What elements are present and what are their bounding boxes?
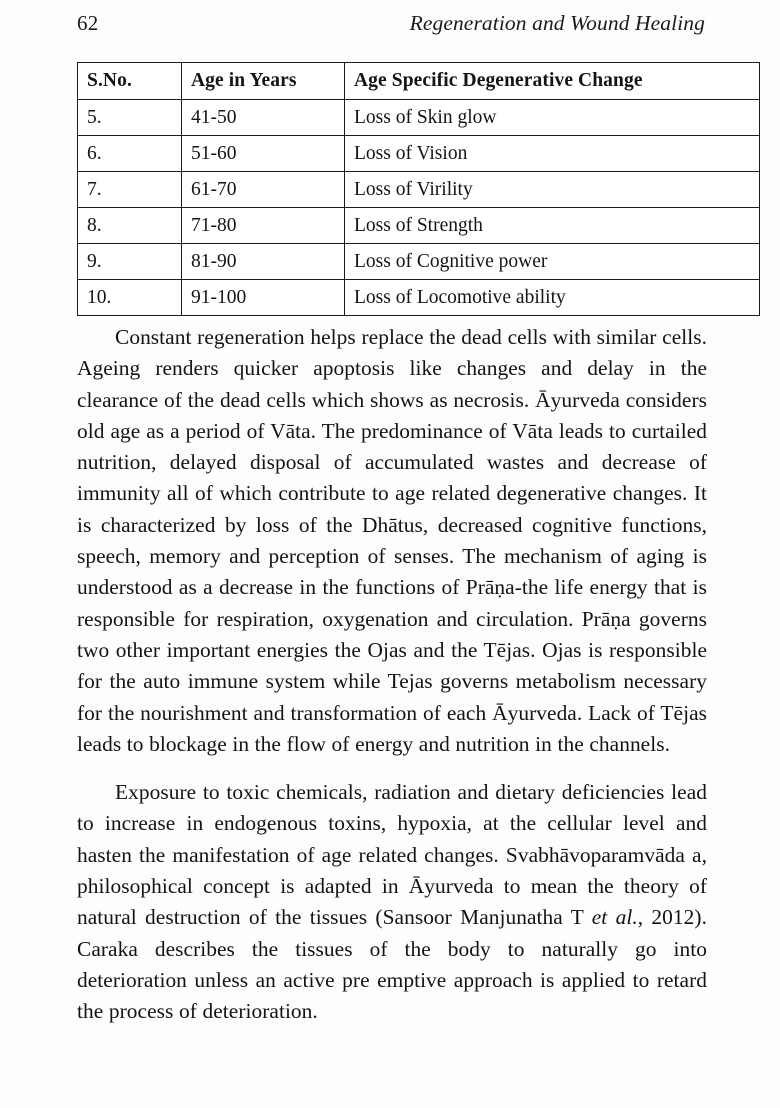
table-header-row	[78, 63, 760, 100]
cell-change: Loss of Cognitive power	[345, 244, 760, 280]
page-number: 62	[77, 11, 99, 35]
cell-age: 41-50	[182, 100, 345, 136]
running-head-title: Regeneration and Wound Healing	[409, 11, 705, 35]
body-text-column	[77, 322, 707, 1028]
cell-sno: 5.	[78, 100, 182, 136]
cell-change: Loss of Vision	[345, 136, 760, 172]
cell-change: Loss of Virility	[345, 172, 760, 208]
paragraph-regeneration-ageing: Constant regeneration helps replace the dead cells with similar cells. Ageing renders quicker apoptosis like changes and delay in the clearance of the dead cells which shows as necrosis. Āyurveda considers old age as a period of Vāta. The predominance of Vāta leads to curtailed nutrition, delayed disposal of accumulated wastes and decrease of immunity all of which contribute to age related degenerative changes. It is characterized by loss of the Dhātus, decreased cognitive functions, speech, memory and perception of senses. The mechanism of aging is understood as a decrease in the functions of Prāṇa-the life energy that is responsible for respiration, oxygenation and circulation. Prāṇa governs two other important energies the Ojas and the Tējas. Ojas is responsible for the auto immune system while Tejas governs metabolism necessary for the nourishment and transformation of each Āyurveda. Lack of Tējas leads to blockage in the flow of energy and nutrition in the channels.	[77, 325, 707, 756]
table-row	[78, 172, 760, 208]
table-row	[78, 280, 760, 316]
paragraph-text-part-1: Exposure to toxic chemicals, radiation and dietary deficiencies lead to increase in endogenous toxins, hypoxia, at the cellular level and hasten the manifestation of age related changes. Svabhāvoparamvāda a, philosophical concept is adapted in Āyurveda to mean the theory of natural destruction of the tissues (Sansoor Manjunatha T	[77, 780, 707, 930]
column-header-age: Age in Years	[182, 63, 345, 100]
cell-age: 81-90	[182, 244, 345, 280]
cell-age: 61-70	[182, 172, 345, 208]
running-head	[77, 10, 705, 44]
citation-et-al: et al.	[591, 905, 638, 930]
paragraph-text-part-2: , 2012). Caraka describes the tissues of the body to naturally go into deterioration unless an active pre emptive approach is applied to retard the process of deterioration.	[77, 905, 707, 1024]
cell-sno: 9.	[78, 244, 182, 280]
cell-change: Loss of Skin glow	[345, 100, 760, 136]
age-specific-degenerative-change-table	[77, 62, 760, 316]
cell-age: 91-100	[182, 280, 345, 316]
cell-sno: 7.	[78, 172, 182, 208]
cell-sno: 8.	[78, 208, 182, 244]
cell-sno: 10.	[78, 280, 182, 316]
cell-age: 71-80	[182, 208, 345, 244]
column-header-sno: S.No.	[78, 63, 182, 100]
paragraph-exposure-svabhavoparamvada	[77, 777, 707, 1027]
table-container	[77, 62, 705, 316]
cell-change: Loss of Strength	[345, 208, 760, 244]
cell-change: Loss of Locomotive ability	[345, 280, 760, 316]
column-header-change: Age Specific Degenerative Change	[345, 63, 760, 100]
table-row	[78, 244, 760, 280]
cell-sno: 6.	[78, 136, 182, 172]
cell-age: 51-60	[182, 136, 345, 172]
table-row	[78, 208, 760, 244]
table-row	[78, 100, 760, 136]
table-row	[78, 136, 760, 172]
